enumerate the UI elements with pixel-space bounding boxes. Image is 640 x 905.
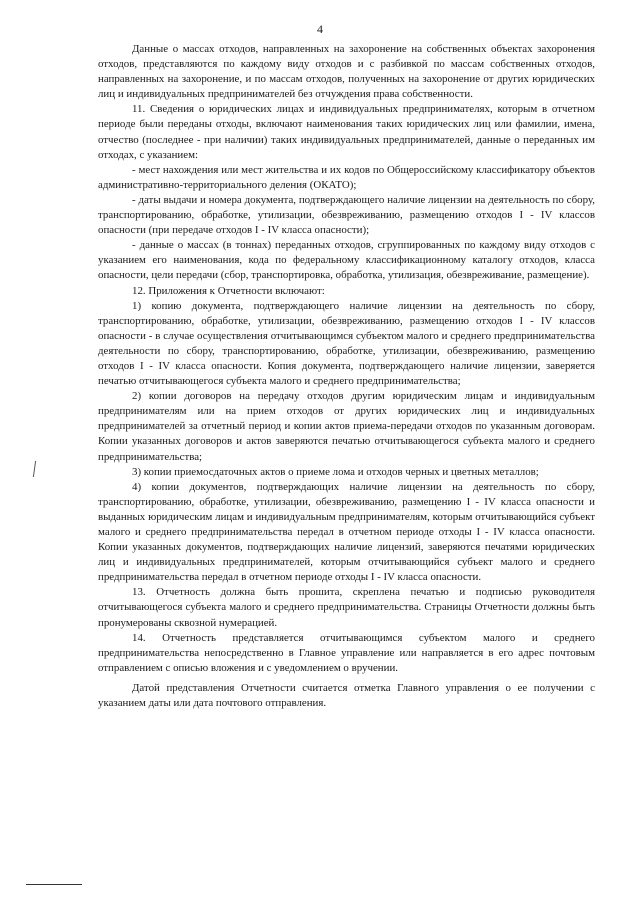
paragraph-11-masses: - данные о массах (в тоннах) переданных отходов, сгруппированных по каждому виду отходов с указанием его наименования, кода по федеральному классификационному каталогу отходов, класса опасности, цели передачи (сбор, транспортировка, обработка, утилизация, обезвреживание, размещение). — [98, 239, 595, 282]
paragraph-12-item-4: 4) копии документов, подтверждающих наличие лицензии на деятельность по сбору, транспортированию, обработке, утилизации, обезвреживанию, размещению I - IV класса опасности и выданных юридическим лицам и индивидуальным предпринимателям, которым отчитывающийся субъект малого и среднего предпринимательства передал в отчетном периоде отходы I - IV класса опасности. Копии указанных документов, подтверждающих наличие лицензий, заверяются печатями юридических лиц и индивидуальных предпринимателей, которым отчитывающийся субъект малого и среднего предпринимательства передал в отчетном периоде отходы I - IV класса опасности. — [98, 480, 595, 584]
paragraph-11-license: - даты выдачи и номера документа, подтверждающего наличие лицензии на деятельность по сбору, транспортированию, обработке, утилизации, обезвреживанию, размещению отходов I - IV классов опасности (при передаче отходов I - IV класса опасности); — [98, 193, 595, 237]
paragraph-11: 11. Сведения о юридических лицах и индивидуальных предпринимателях, которым в отчетном периоде были переданы отходы, включают наименования таких юридических лиц или фамилии, имена, отчество (последнее - при наличии) таких индивидуальных предпринимателей, данные о переданных им отходах, с указанием: — [98, 103, 595, 161]
paragraph-14: 14. Отчетность представляется отчитывающимся субъектом малого и среднего предпринимательства непосредственно в Главное управление или направляется в его адрес почтовым отправлением с описью вложения и с уведомлением о вручении. — [98, 631, 595, 674]
paragraph-12-item-3: 3) копии приемосдаточных актов о приеме лома и отходов черных и цветных металлов; — [132, 465, 539, 478]
paragraph-12: 12. Приложения к Отчетности включают: — [132, 284, 325, 297]
paragraph-submission-date: Датой представления Отчетности считается отметка Главного управления о ее получении с указанием даты или дата почтового отправления. — [98, 681, 595, 710]
page-number: 4 — [317, 22, 323, 36]
paragraph-disposal-masses: Данные о массах отходов, направленных на захоронение на собственных объектах захоронения отходов, представляются по каждому виду отходов и с разбивкой по массам собственных отходов, направленных на захоронение, и по массам отходов, полученных на захоронение от других юридических лиц и индивидуальных предпринимателей без отчуждения права собственности. — [98, 43, 595, 101]
paragraph-12-item-2: 2) копии договоров на передачу отходов другим юридическим лицам и индивидуальным предпринимателям или на прием отходов от других юридических лиц и индивидуальных предпринимателей за отчетный период и копии актов приема-передачи отходов по указанным договорам. Копии указанных договоров и актов заверяются печатью отчитывающегося субъекта малого и среднего предпринимательства; — [98, 390, 595, 463]
margin-mark — [33, 461, 39, 477]
footer-line — [26, 884, 82, 885]
paragraph-13: 13. Отчетность должна быть прошита, скреплена печатью и подписью руководителя отчитывающегося субъекта малого и среднего предпринимательства. Страницы Отчетности должны быть пронумерованы сквозной нумерацией. — [98, 586, 595, 629]
document-body — [98, 42, 595, 711]
paragraph-11-location: - мест нахождения или мест жительства и их кодов по Общероссийскому классификатору объектов административно-территориального деления (ОКАТО); — [98, 163, 595, 191]
paragraph-12-item-1: 1) копию документа, подтверждающего наличие лицензии на деятельность по сбору, транспортированию, обработке, утилизации, обезвреживанию, размещению отходов I - IV классов опасности - в случае осуществления отчитывающимся субъектом малого и среднего предпринимательства деятельности по сбору, транспортированию, обработке, утилизации, обезвреживанию, размещению отходов I - IV класса опасности. Копия документа, подтверждающего наличие лицензии, заверяется печатью отчитывающегося субъекта малого и среднего предпринимательства; — [98, 299, 595, 388]
